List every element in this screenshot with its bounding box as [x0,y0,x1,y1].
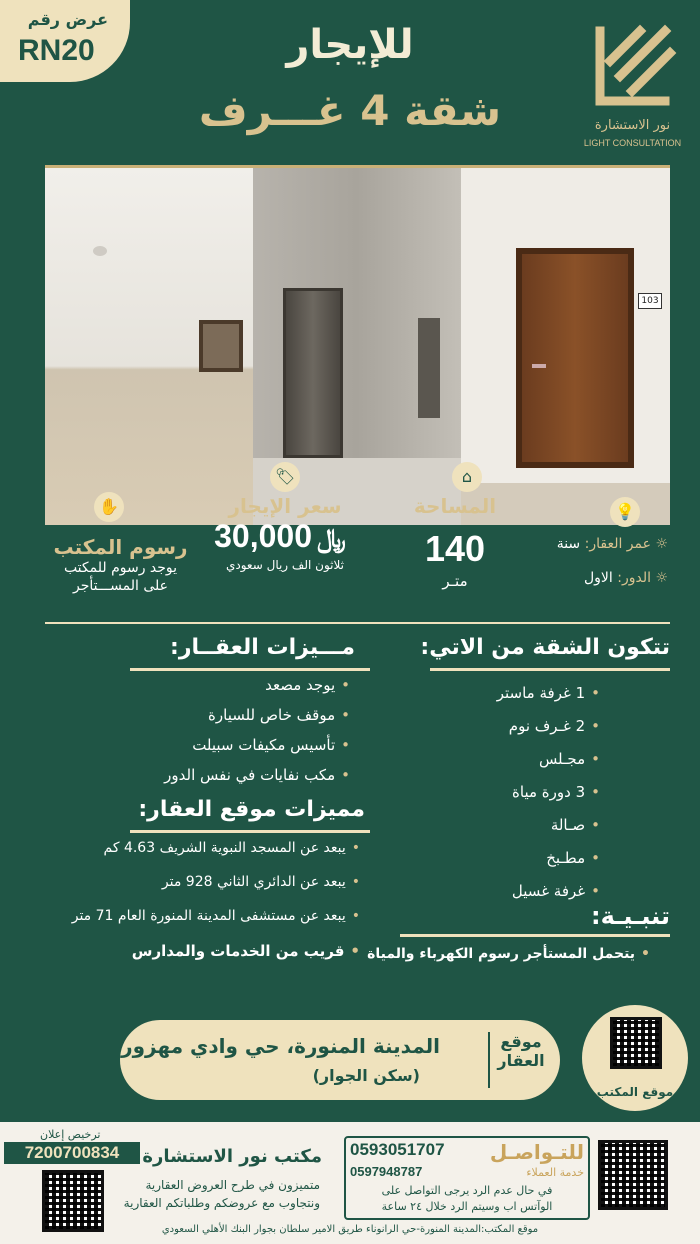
area-unit: متـر [442,572,468,590]
phone-cs[interactable]: 0597948787 [350,1164,423,1179]
features-rule [130,668,370,671]
composition-item: •مجـلس [538,750,600,768]
age-label: عمر العقار: [584,536,651,552]
area-icon: ⌂ [452,462,482,492]
notice-rule [400,934,670,937]
composition-title: تتكون الشقة من الاتي: [420,635,670,660]
location-feature-item: •قريب من الخدمات والمدارس [131,942,360,960]
feature-item: •تأسيس مكيفات سبيلت [192,736,350,754]
composition-item: •مطـبخ [546,849,600,867]
office-location-qr[interactable] [610,1017,662,1069]
customer-service-label: خدمة العملاء [526,1166,584,1179]
currency-symbol: ﷼ [317,524,346,554]
license-qr[interactable] [42,1170,104,1232]
offer-label: عرض رقم [27,10,108,29]
office-location-label: موقع المكتب [596,1085,674,1099]
price-row [200,518,360,555]
apartment-door-icon [516,248,634,468]
office-fee-line1: يوجد رسوم للمكتب [63,560,178,576]
logo-name-en: LIGHT CONSULTATION [583,138,682,148]
company-logo [570,6,695,156]
feature-item: •يوجد مصعد [265,676,350,694]
elevator-door-2-icon [418,318,440,418]
photo-door [461,168,670,525]
price-value: 30,000 [214,518,312,554]
property-floor [584,570,668,586]
location-features-title: مميزات موقع العقار: [138,797,365,822]
bulb-small-icon: ☼ [655,536,668,552]
composition-item: •غرفة غسيل [511,882,600,900]
handshake-icon: ✋ [94,492,124,522]
composition-item: •3 دورة مياة [512,783,600,801]
office-name: مكتب نور الاستشارة [142,1146,322,1167]
phone-main[interactable]: 0593051707 [350,1140,445,1159]
price-tag-icon: 🏷 [270,462,300,492]
bulb-small-icon: ☼ [655,570,668,586]
price-words: ثلاثون الف ريال سعودي [226,558,344,572]
elevator-door-icon [283,288,343,458]
contact-box [344,1136,590,1220]
office-address: موقع المكتب:المدينة المنورة-حي الرانوناء طريق الامير سلطان بجوار البنك الأهلي السعودي [161,1224,539,1235]
composition-item: •2 غـرف نوم [508,717,600,735]
door-number: 103 [638,293,662,309]
office-fee-line2: على المســـتأجر [72,578,169,594]
office-qr-badge [582,1005,688,1111]
notice-item: •يتحمل المستأجر رسوم الكهرباء والمياة [367,946,650,962]
floor-value: الاول [583,570,613,586]
contact-note-2: الوآتس اب وسيتم الرد خلال ٢٤ ساعة [381,1200,553,1213]
location-features-rule [130,830,370,833]
floor-label: الدور: [617,570,651,586]
location-value: المدينة المنورة، حي وادي مهزور [121,1034,440,1058]
location-sub: (سكن الجوار) [312,1066,420,1085]
property-photos [45,165,670,525]
office-line2: ونتجاوب مع عروضكم وطلباتكم العقارية [123,1196,320,1210]
logo-name: نور الاستشارة [594,118,671,133]
contact-label: للتـواصـل [489,1140,584,1164]
location-feature-item: •يبعد عن مستشفى المدينة المنورة العام 71 متر [71,908,360,924]
feature-item: •موقف خاص للسيارة [208,706,350,724]
property-age [557,536,668,552]
office-fee-label: رسوم المكتب [53,535,188,559]
features-title: مـــيزات العقــار: [170,635,355,660]
location-feature-item: •يبعد عن المسجد النبوية الشريف 4.63 كم [103,840,360,856]
location-feature-item: •يبعد عن الدائري الثاني 928 متر [161,874,360,890]
photo-room [45,168,253,525]
area-value: 140 [424,528,486,569]
composition-rule [430,668,670,671]
footer [0,1122,700,1244]
composition-item: •1 غرفة ماستر [496,684,600,702]
contact-qr[interactable] [598,1140,668,1210]
offer-badge [0,0,130,82]
title-sub: شقة 4 غـــرف [198,86,502,135]
bulb-icon: 💡 [610,497,640,527]
divider [45,622,670,624]
office-line1: متميزون في طرح العروض العقارية [145,1178,320,1192]
license-label: ترخيص إعلان [40,1128,101,1141]
area-label: المساحة [413,494,497,518]
age-value: سنة [556,536,581,552]
notice-title: تنبـيـة: [591,902,670,930]
offer-code: RN20 [18,34,95,67]
contact-note-1: في حال عدم الرد يرجى التواصل على [381,1184,553,1197]
location-label: موقع العقار [488,1032,548,1088]
feature-item: •مكب نفايات في نفس الدور [164,766,350,784]
ceiling-lamp-icon [93,246,107,256]
title-main: للإيجار [286,22,414,68]
price-label: سعر الإيجار [228,494,342,518]
composition-item: •صـالة [550,816,600,834]
window-icon [199,320,243,372]
door-handle-icon [532,364,546,368]
license-number: 7200700834 [4,1142,140,1164]
location-box [120,1020,560,1100]
logo-mark-icon [570,6,695,116]
